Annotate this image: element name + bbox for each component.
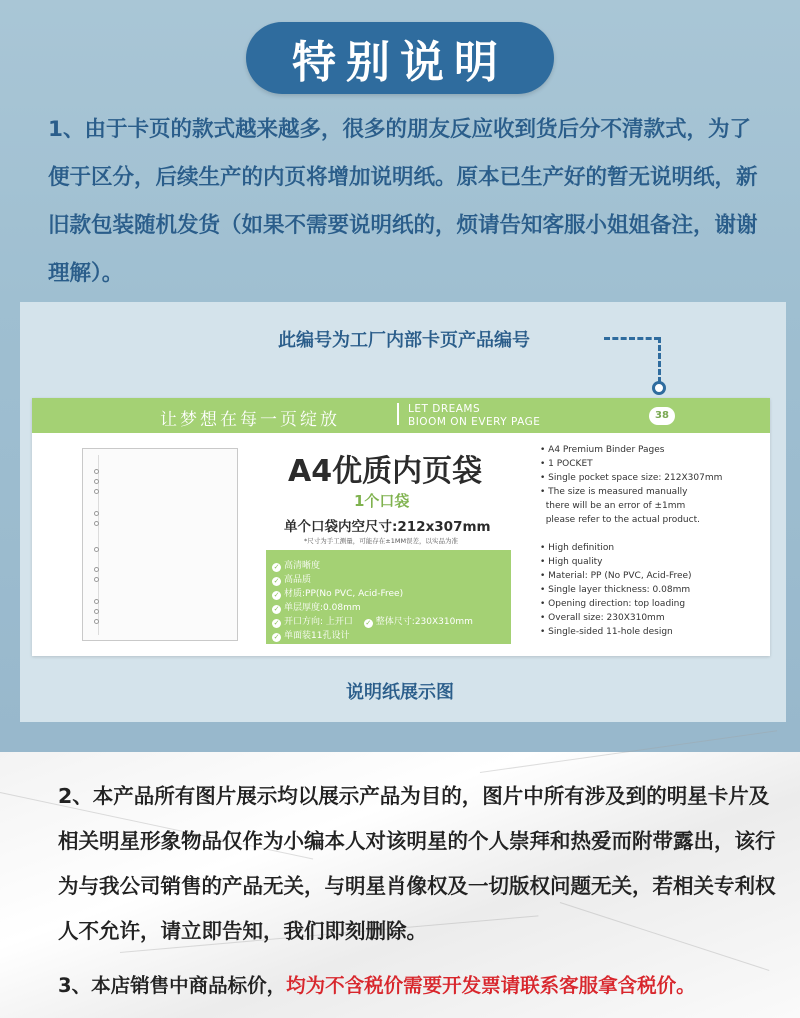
spec-item: there will be an error of ±1mm <box>540 501 686 511</box>
check-icon: ✓ <box>273 577 280 585</box>
pocket-size: 单个口袋内空尺寸:212x307mm <box>284 519 491 535</box>
spec-item: • Single layer thickness: 0.08mm <box>540 585 691 595</box>
note-2: 2、本产品所有图片展示均以展示产品为目的，图片中所有涉及到的明星卡片及相关明星形象物品仅作为小编本人对该明星的个人崇拜和热爱而附带露出，该行为与我公司销售的产品无关，与明星肖像权及一切版权问题无关，若相关专利权人不允许，请立即告知，我们即刻删除。 <box>58 784 776 943</box>
demo-caption: 说明纸展示图 <box>346 682 454 703</box>
callout-line-horizontal <box>604 337 660 340</box>
title-banner <box>246 22 554 94</box>
check-icon: ✓ <box>273 563 280 571</box>
slogan-english-line1: LET DREAMS <box>408 403 481 415</box>
note-3-text: 3、本店销售中商品标价， <box>58 974 287 997</box>
spec-item: • Material: PP (No PVC, Acid-Free) <box>540 571 692 581</box>
punch-hole-icon <box>94 489 99 494</box>
slogan-divider <box>397 403 399 425</box>
feature-item <box>272 558 320 572</box>
punch-hole-icon <box>94 599 99 604</box>
feature-text: 材质:PP(No PVC, Acid-Free) <box>284 589 404 599</box>
binder-sheet-image <box>82 448 238 641</box>
punch-hole-icon <box>94 547 99 552</box>
spec-item: • The size is measured manually <box>540 487 688 497</box>
punch-hole-icon <box>94 511 99 516</box>
slogan-chinese: 让梦想在每一页绽放 <box>160 410 340 430</box>
feature-text: 单层厚度:0.08mm <box>284 603 361 613</box>
feature-item <box>272 572 311 586</box>
spec-item: • High quality <box>540 557 603 567</box>
instruction-card <box>32 398 770 656</box>
note-1: 1、由于卡页的款式越来越多，很多的朋友反应收到货后分不清款式，为了便于区分，后续生产的内页将增加说明纸。原本已生产好的暂无说明纸，新旧款包装随机发货（如果不需要说明纸的，烦请告知客服小姐姐备注，谢谢理解）。 <box>48 117 758 286</box>
punch-hole-icon <box>94 567 99 572</box>
callout-line-vertical <box>658 337 661 383</box>
feature-text: 高品质 <box>284 575 312 585</box>
page-title: 特别说明 <box>292 37 508 88</box>
measure-note: *尺寸为手工测量，可能存在±1MM误差，以实品为准 <box>304 537 459 545</box>
check-icon: ✓ <box>365 619 372 627</box>
slogan-english <box>408 403 540 429</box>
sheet-hole-strip <box>91 455 99 635</box>
check-icon: ✓ <box>273 591 280 599</box>
punch-hole-icon <box>94 577 99 582</box>
product-name: A4优质内页袋 <box>288 454 483 489</box>
serial-callout: 此编号为工厂内部卡页产品编号 <box>278 330 530 351</box>
spec-item: • A4 Premium Binder Pages <box>540 445 665 455</box>
spec-item: • Overall size: 230X310mm <box>540 613 665 623</box>
spec-item: please refer to the actual product. <box>540 515 700 525</box>
spec-item: • Single pocket space size: 212X307mm <box>540 473 723 483</box>
punch-hole-icon <box>94 521 99 526</box>
spec-item: • High definition <box>540 543 615 553</box>
spec-item: • Opening direction: top loading <box>540 599 686 609</box>
note-3-highlight: 均为不含税价需要开发票请联系客服拿含税价。 <box>286 974 696 997</box>
card-header-bar <box>32 398 770 433</box>
punch-hole-icon <box>94 469 99 474</box>
check-icon: ✓ <box>273 605 280 613</box>
feature-item <box>272 586 403 600</box>
callout-dot-icon <box>652 381 666 395</box>
feature-text: 开口方向: 上开口 <box>284 617 353 627</box>
feature-text: 高清晰度 <box>284 561 321 571</box>
check-icon: ✓ <box>273 619 280 627</box>
pocket-label: 1个口袋 <box>354 492 410 510</box>
spec-item: • Single-sided 11-hole design <box>540 627 673 637</box>
spec-item: • 1 POCKET <box>540 459 593 469</box>
punch-hole-icon <box>94 479 99 484</box>
check-icon: ✓ <box>273 633 280 641</box>
overall-size-text: 整体尺寸:230X310mm <box>375 617 473 627</box>
note-3 <box>58 968 798 1004</box>
feature-item <box>272 628 349 642</box>
feature-box <box>266 550 511 644</box>
feature-item <box>272 600 361 614</box>
punch-hole-icon <box>94 609 99 614</box>
feature-item <box>272 614 473 628</box>
slogan-english-line2: BIOOM ON EVERY PAGE <box>408 416 541 428</box>
feature-text: 单面装11孔设计 <box>284 631 350 641</box>
punch-hole-icon <box>94 619 99 624</box>
serial-badge: 38 <box>649 407 675 425</box>
overall-size-item <box>364 617 473 627</box>
